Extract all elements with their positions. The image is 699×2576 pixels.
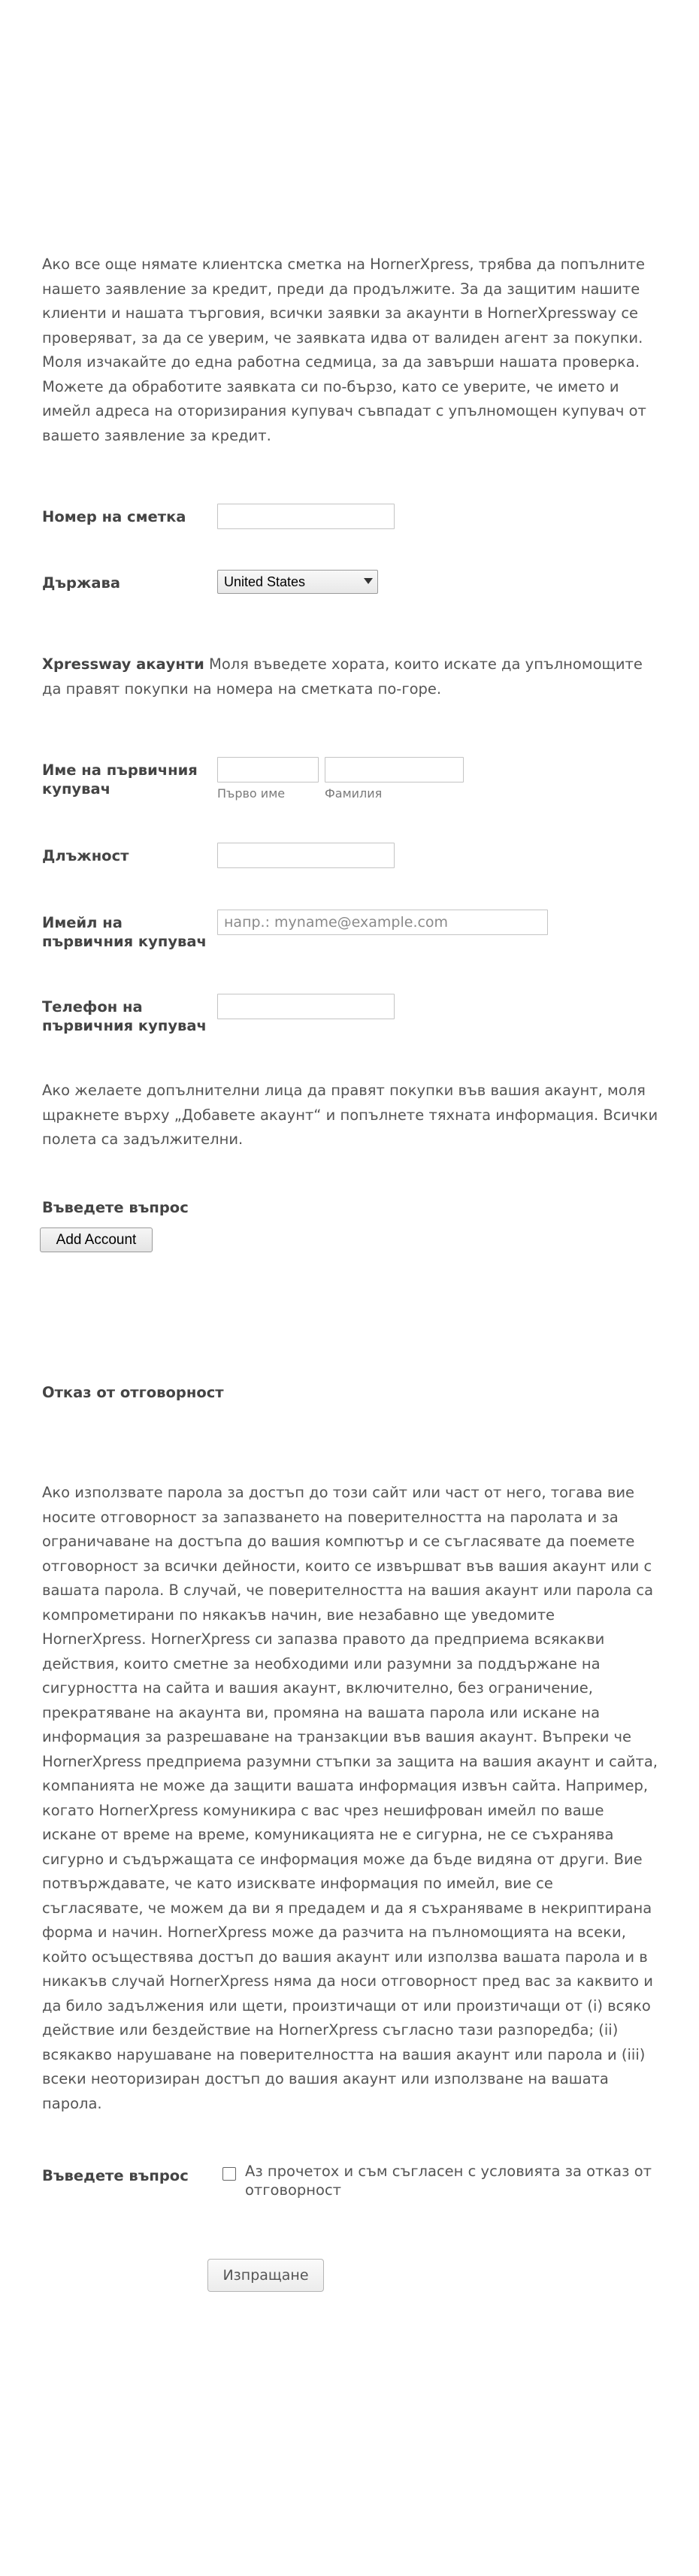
buyer-phone-input[interactable]: [217, 994, 395, 1019]
disclaimer-question-label: Въведете въпрос: [42, 2167, 189, 2184]
intro-paragraph: Ако все още нямате клиентска сметка на HornerXpress, трябва да попълните нашето заявление за кредит, преди да продължите. За да защитим нашите клиенти и нашата търговия, всички заявки за акаунти в HornerXpressway се проверяват, за да се уверим, че заявката идва от валиден агент за покупки. Моля изчакайте до една работна седмица, за да завърши нашата проверка. Можете да обработите заявката си по-бързо, като се уверите, че името и имейл адреса на оторизирания купувач съвпадат с упълномощен купувач от вашето заявление за кредит.: [42, 256, 646, 444]
buyer-name-label: Име на първичния купувач: [42, 761, 198, 798]
position-input[interactable]: [217, 843, 395, 868]
submit-button[interactable]: Изпращане: [207, 2259, 324, 2292]
chevron-down-icon: [364, 578, 373, 584]
add-account-button[interactable]: Add Account: [40, 1227, 153, 1252]
buyer-first-name-input[interactable]: [217, 757, 319, 782]
agree-checkbox[interactable]: [222, 2167, 236, 2181]
country-select[interactable]: [217, 570, 378, 594]
additional-accounts-text: Ако желаете допълнителни лица да правят покупки във вашия акаунт, моля щракнете върху „Добавете акаунт“ и попълнете тяхната информация. Всички полета са задължителни.: [42, 1082, 658, 1148]
last-name-sublabel: Фамилия: [325, 786, 383, 801]
question-label: Въведете въпрос: [42, 1199, 189, 1216]
disclaimer-heading: Отказ от отговорност: [42, 1384, 224, 1401]
xpressway-text: Моля въведете хората, които искате да упълномощите да правят покупки на номера на сметката по-горе.: [42, 655, 643, 698]
position-label: Длъжност: [42, 847, 129, 864]
buyer-email-input[interactable]: [217, 910, 548, 935]
buyer-phone-label: Телефон на първичния купувач: [42, 998, 207, 1034]
xpressway-heading: Xpressway акаунти: [42, 655, 204, 673]
buyer-last-name-input[interactable]: [325, 757, 464, 782]
agree-checkbox-label[interactable]: Аз прочетох и съм съгласен с условията за отказ от отговорност: [245, 2163, 652, 2199]
xpressway-section: [42, 652, 658, 701]
account-number-label: Номер на сметка: [42, 508, 186, 525]
country-selected-value: United States: [224, 574, 306, 589]
disclaimer-text: Ако използвате парола за достъп до този сайт или част от него, тогава вие носите отговорност за запазването на поверителността на паролата и за ограничаване на достъпа до вашия компютър и се съгласявате да поемете отговорност за всички дейности, които се извършват във вашия акаунт или с вашата парола. В случай, че поверителността на вашия акаунт или парола са компрометирани по някакъв начин, вие незабавно ще уведомите HornerXpress. HornerXpress си запазва правото да предприема всякакви действия, които сметне за необходими или разумни за поддържане на сигурността на сайта и вашия акаунт, включително, без ограничение, прекратяване на акаунта ви, промяна на вашата парола или искане на информация за разрешаване на транзакции във вашия акаунт. Въпреки че HornerXpress предприема разумни стъпки за защита на вашия акаунт и сайта, компанията не може да защити вашата информация извън сайта. Например, когато HornerXpress комуникира с вас чрез нешифрован имейл по ваше искане от време на време, комуникацията не е сигурна, не се съхранява сигурно и съдържащата се информация може да бъде видяна от други. Вие потвърждавате, че като изисквате информация по имейл, вие се съгласявате, че можем да ви я предадем и да я съхраняваме в некриптирана форма и начин. HornerXpress може да разчита на пълномощията на всеки, който осъществява достъп до вашия акаунт или използва вашата парола и в никакъв случай HornerXpress няма да носи отговорност пред вас за каквито и да било задължения или щети, произтичащи от или произтичащи от (i) всяко действие или бездействие на HornerXpress съгласно тази разпоредба; (ii) всякакво нарушаване на поверителността на вашия акаунт или парола и (iii) всеки неоторизиран достъп до вашия акаунт или използване на вашата парола.: [42, 1484, 658, 2112]
account-number-input[interactable]: [217, 504, 395, 529]
first-name-sublabel: Първо име: [217, 786, 286, 801]
buyer-email-label: Имейл на първичния купувач: [42, 914, 207, 950]
country-label: Държава: [42, 574, 121, 592]
